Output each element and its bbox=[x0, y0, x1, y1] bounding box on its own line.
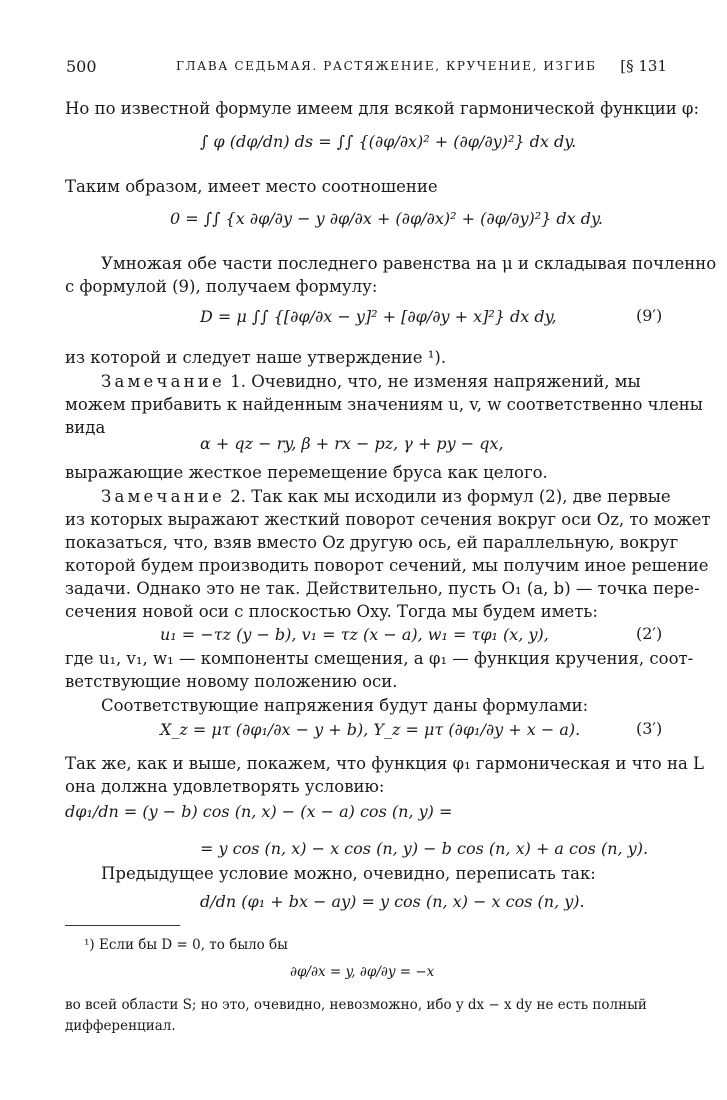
equation-number: (3′) bbox=[636, 719, 663, 738]
formula-line: ∫ φ (dφ/dn) ds = ∫∫ {(∂φ/∂x)² + (∂φ/∂y)²} dx dy. bbox=[200, 132, 577, 151]
text-line: Умножая обе части последнего равенства на μ и складывая почленно bbox=[101, 254, 717, 273]
text-line: которой будем производить поворот сечений, мы получим иное решение bbox=[65, 556, 709, 575]
running-title: ГЛАВА СЕДЬМАЯ. РАСТЯЖЕНИЕ, КРУЧЕНИЕ, ИЗГИБ bbox=[176, 59, 597, 73]
text-line: Но по известной формуле имеем для всякой гармонической функции φ: bbox=[65, 99, 700, 118]
text-line: Соответствующие напряжения будут даны формулами: bbox=[101, 696, 589, 715]
footnote-divider bbox=[65, 925, 180, 926]
footnote-line: во всей области S; но это, очевидно, невозможно, ибо y dx − x dy не есть полный bbox=[65, 997, 647, 1013]
formula-line: X_z = μτ (∂φ₁/∂x − y + b), Y_z = μτ (∂φ₁/∂y + x − a). bbox=[160, 720, 581, 739]
text-line: задачи. Однако это не так. Действительно, пусть O₁ (a, b) — точка пере- bbox=[65, 579, 700, 598]
text-line: Предыдущее условие можно, очевидно, переписать так: bbox=[101, 864, 596, 883]
equation-number: (2′) bbox=[636, 624, 663, 643]
page-number: 500 bbox=[66, 57, 97, 76]
text-line: из которых выражают жесткий поворот сечения вокруг оси Oz, то может bbox=[65, 510, 711, 529]
text-line: из которой и следует наше утверждение ¹). bbox=[65, 348, 447, 367]
formula-line: u₁ = −τz (y − b), v₁ = τz (x − a), w₁ = τφ₁ (x, y), bbox=[160, 625, 549, 644]
footnote-line: дифференциал. bbox=[65, 1018, 176, 1034]
remark-text: 2. Так как мы исходили из формул (2), две первые bbox=[225, 487, 671, 506]
text-line: Таким образом, имеет место соотношение bbox=[65, 177, 438, 196]
text-line: где u₁, v₁, w₁ — компоненты смещения, а φ₁ — функция кручения, соот- bbox=[65, 649, 694, 668]
text-line: ветствующие новому положению оси. bbox=[65, 672, 398, 691]
text-line: показаться, что, взяв вместо Oz другую ось, ей параллельную, вокруг bbox=[65, 533, 679, 552]
equation-number: (9′) bbox=[636, 306, 663, 325]
text-line bbox=[101, 485, 671, 509]
remark-text: 1. Очевидно, что, не изменяя напряжений, мы bbox=[225, 372, 641, 391]
text-line: вида bbox=[65, 418, 106, 437]
formula-line: α + qz − ry, β + rx − pz, γ + py − qx, bbox=[200, 434, 504, 453]
remark-label: Замечание bbox=[101, 372, 226, 391]
text-line: она должна удовлетворять условию: bbox=[65, 777, 385, 796]
formula-line: D = μ ∫∫ {[∂φ/∂x − y]² + [∂φ/∂y + x]²} dx dy, bbox=[200, 307, 557, 326]
text-line: Так же, как и выше, покажем, что функция φ₁ гармоническая и что на L bbox=[65, 754, 704, 773]
formula-line: = y cos (n, x) − x cos (n, y) − b cos (n, x) + a cos (n, y). bbox=[200, 839, 649, 858]
section-marker: [§ 131 bbox=[620, 57, 667, 75]
footnote-formula: ∂φ/∂x = y, ∂φ/∂y = −x bbox=[290, 964, 435, 980]
formula-line: dφ₁/dn = (y − b) cos (n, x) − (x − a) cos (n, y) = bbox=[65, 802, 453, 821]
footnote-line: ¹) Если бы D = 0, то было бы bbox=[84, 937, 288, 953]
text-line: с формулой (9), получаем формулу: bbox=[65, 277, 378, 296]
text-line: сечения новой оси с плоскостью Oxy. Тогда мы будем иметь: bbox=[65, 602, 598, 621]
running-header bbox=[66, 57, 667, 77]
formula-line: d/dn (φ₁ + bx − ay) = y cos (n, x) − x cos (n, y). bbox=[200, 892, 585, 911]
remark-label: Замечание bbox=[101, 487, 226, 506]
text-line: можем прибавить к найденным значениям u, v, w соответственно члены bbox=[65, 395, 703, 414]
formula-line: 0 = ∫∫ {x ∂φ/∂y − y ∂φ/∂x + (∂φ/∂x)² + (∂φ/∂y)²} dx dy. bbox=[170, 209, 604, 228]
text-line: выражающие жесткое перемещение бруса как целого. bbox=[65, 463, 548, 482]
text-line bbox=[101, 370, 665, 394]
